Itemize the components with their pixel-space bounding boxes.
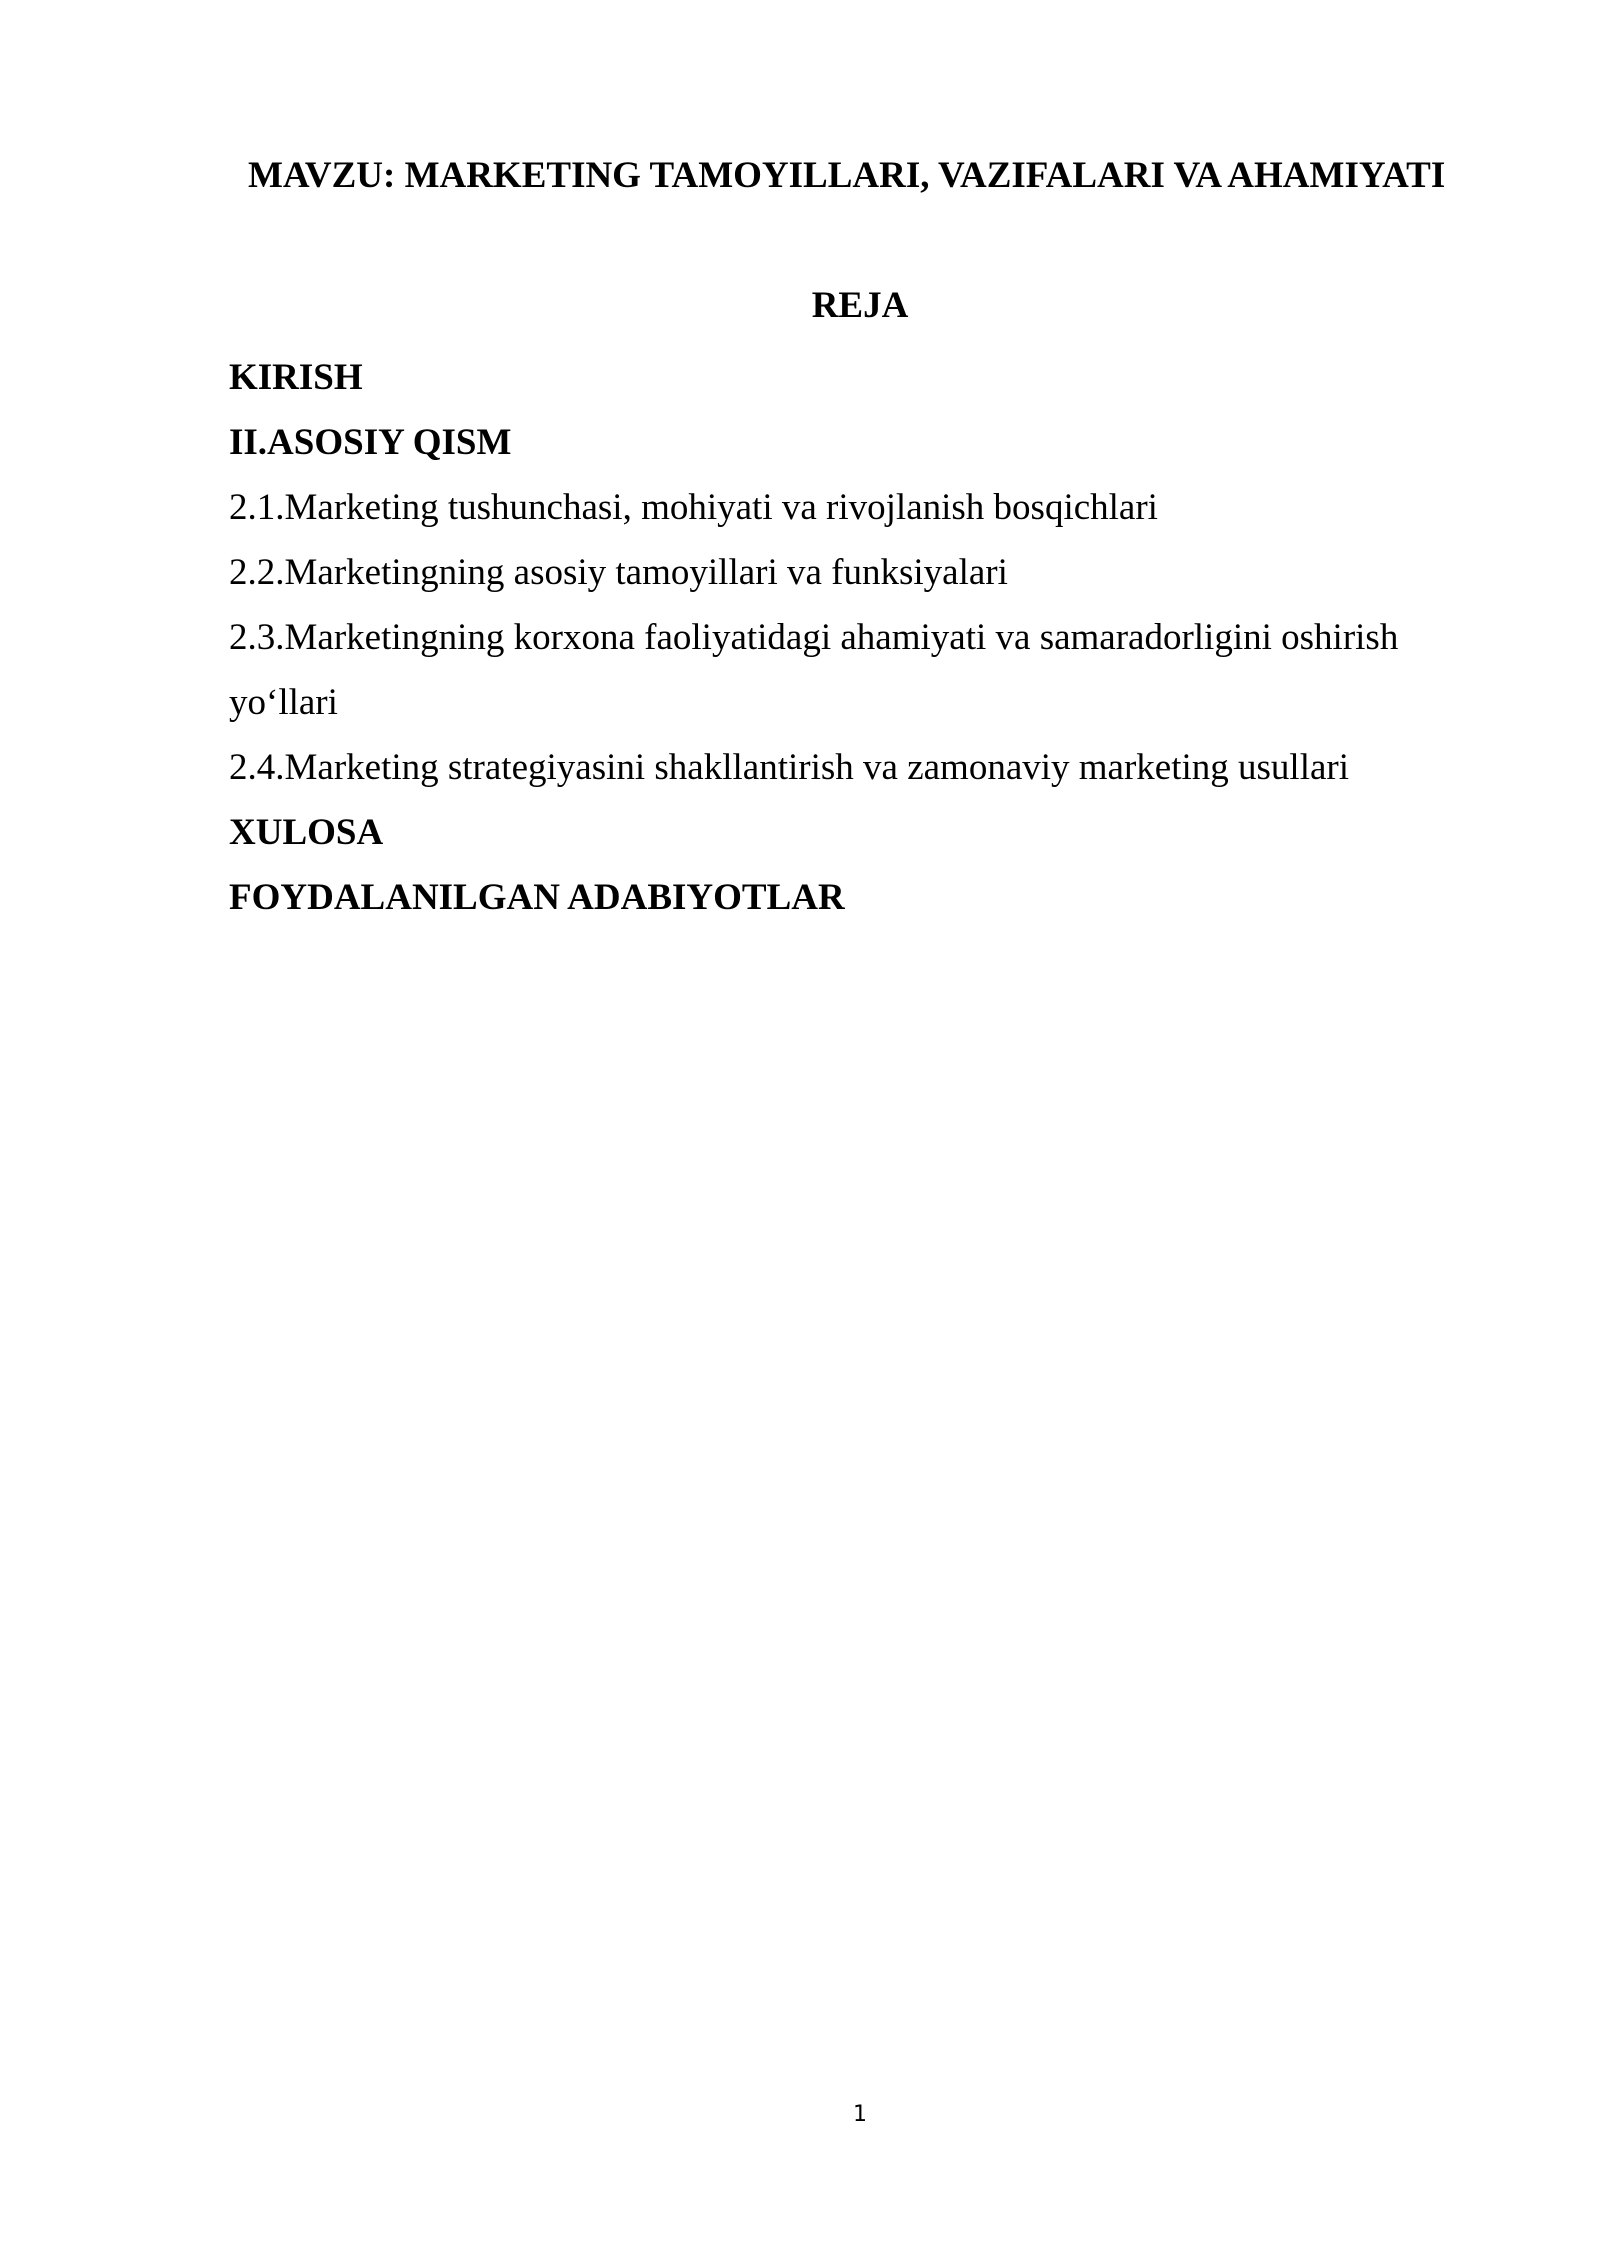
toc-item-conclusion: XULOSA bbox=[229, 812, 384, 853]
toc-item-section-2-4: 2.4.Marketing strategiyasini shakllantirish va zamonaviy marketing usullari bbox=[229, 747, 1350, 788]
plan-heading: REJA bbox=[811, 285, 909, 326]
toc-item-references: FOYDALANILGAN ADABIYOTLAR bbox=[229, 877, 845, 918]
page-number: 1 bbox=[853, 2102, 867, 2127]
toc-item-section-2-1: 2.1.Marketing tushunchasi, mohiyati va rivojlanish bosqichlari bbox=[229, 487, 1158, 528]
toc-item-section-2-3-line-2: yo‘llari bbox=[229, 682, 338, 723]
table-of-contents bbox=[229, 345, 1459, 930]
toc-item-intro: KIRISH bbox=[229, 357, 363, 398]
toc-item-main-part: II.ASOSIY QISM bbox=[229, 422, 512, 463]
toc-item-section-2-2: 2.2.Marketingning asosiy tamoyillari va funksiyalari bbox=[229, 552, 1008, 593]
document-title: MAVZU: MARKETING TAMOYILLARI, VAZIFALARI VA AHAMIYATI bbox=[248, 155, 1446, 196]
toc-item-section-2-3-line-1: 2.3.Marketingning korxona faoliyatidagi ahamiyati va samaradorligini oshirish bbox=[229, 617, 1399, 658]
